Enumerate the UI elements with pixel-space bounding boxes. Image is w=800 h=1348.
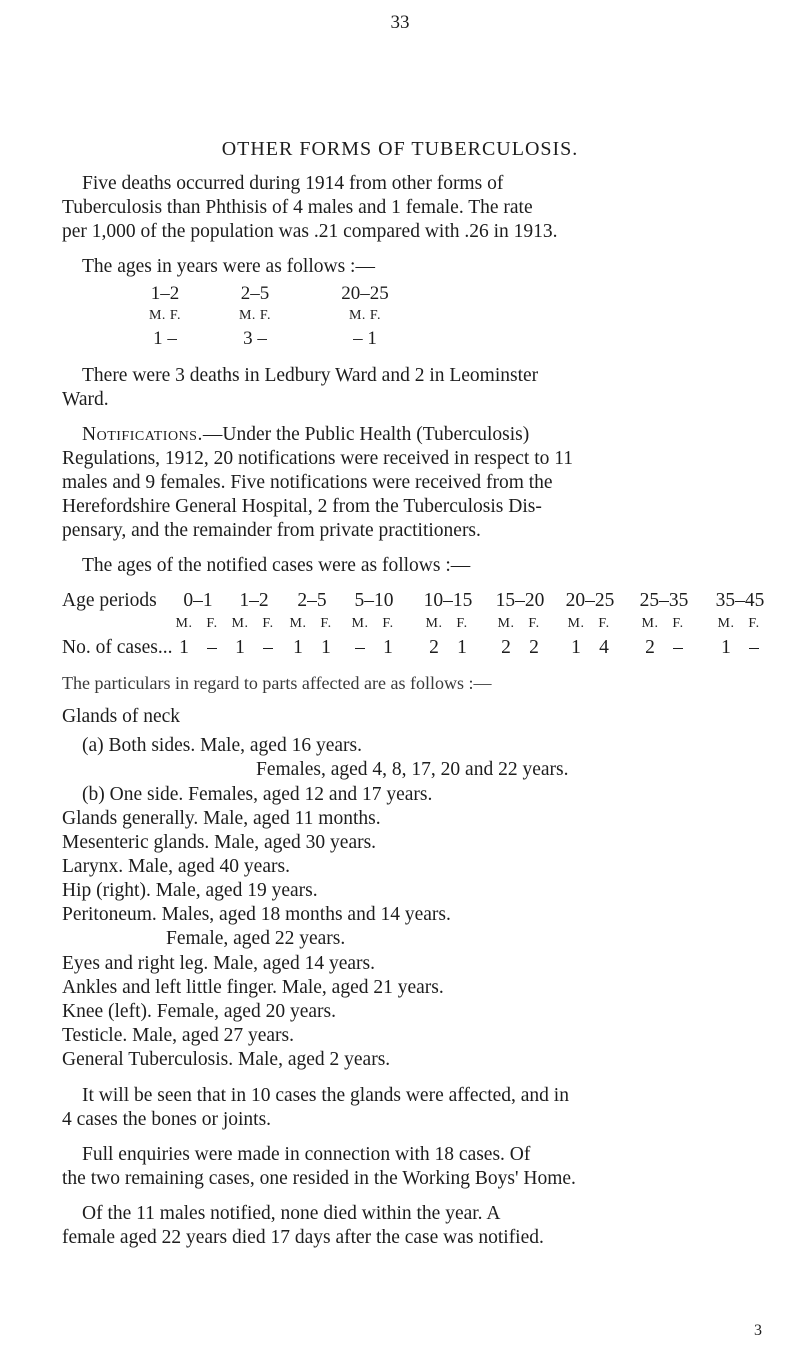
case-count-cell: 2: [529, 637, 539, 658]
sex-cell: F.: [206, 616, 218, 631]
notified-ages-intro: The ages of the notified cases were as follows :—: [82, 555, 471, 576]
sex-cell: F.: [262, 616, 274, 631]
sex-cell: F.: [528, 616, 540, 631]
notifications-line: pensary, and the remainder from private practitioners.: [62, 520, 481, 541]
case-count-cell: –: [207, 637, 217, 658]
case-count-cell: 1: [179, 637, 189, 658]
sex-header: M. F.: [348, 308, 382, 323]
list-item: (a) Both sides. Male, aged 16 years.: [82, 735, 362, 756]
notifications-lead: Notifications.: [82, 424, 203, 445]
list-item: Larynx. Male, aged 40 years.: [62, 856, 290, 877]
wards-line: There were 3 deaths in Ledbury Ward and 2 in Leominster: [82, 365, 539, 386]
age-period-cell: 20–25: [565, 590, 615, 611]
list-item: Ankles and left little finger. Male, aged 21 years.: [62, 977, 444, 998]
sex-cell: F.: [382, 616, 394, 631]
sex-cell: F.: [672, 616, 684, 631]
case-count-cell: 4: [599, 637, 609, 658]
ages-intro: The ages in years were as follows :—: [82, 256, 375, 277]
age-period-cell: 2–5: [297, 590, 327, 611]
sex-cell: F.: [748, 616, 760, 631]
list-item: Females, aged 4, 8, 17, 20 and 22 years.: [256, 759, 569, 780]
sex-cell: M.: [351, 616, 369, 631]
sex-cell: F.: [456, 616, 468, 631]
page-number: 33: [390, 12, 410, 33]
conclusion-line: female aged 22 years died 17 days after the case was notified.: [62, 1227, 544, 1248]
list-item: (b) One side. Females, aged 12 and 17 years.: [82, 784, 433, 805]
case-count-cell: 1: [321, 637, 331, 658]
case-count-cell: –: [749, 637, 759, 658]
death-count: – 1: [353, 328, 377, 349]
wards-line: Ward.: [62, 389, 109, 410]
list-item: Female, aged 22 years.: [166, 928, 346, 949]
notifications-text: —Under the Public Health (Tuberculosis): [202, 424, 530, 445]
list-item: Knee (left). Female, aged 20 years.: [62, 1001, 336, 1022]
sex-cell: M.: [497, 616, 515, 631]
case-count-cell: 2: [429, 637, 439, 658]
sex-cell: M.: [425, 616, 443, 631]
sex-cell: F.: [598, 616, 610, 631]
list-item: Peritoneum. Males, aged 18 months and 14 years.: [62, 904, 451, 925]
case-count-cell: –: [263, 637, 273, 658]
case-count-cell: 2: [501, 637, 511, 658]
conclusion-line: Full enquiries were made in connection with 18 cases. Of: [82, 1144, 531, 1165]
case-count-cell: 1: [383, 637, 393, 658]
age-group: 2–5: [240, 283, 270, 304]
death-count: 1 –: [153, 328, 177, 349]
notifications-line: [82, 424, 529, 446]
sex-cell: F.: [320, 616, 332, 631]
case-count-cell: –: [355, 637, 365, 658]
sex-cell: M.: [231, 616, 249, 631]
sex-cell: M.: [567, 616, 585, 631]
age-group: 1–2: [150, 283, 180, 304]
conclusion-line: It will be seen that in 10 cases the glands were affected, and in: [82, 1085, 569, 1106]
death-count: 3 –: [243, 328, 267, 349]
sex-cell: M.: [717, 616, 735, 631]
sex-cell: M.: [641, 616, 659, 631]
list-item: Glands generally. Male, aged 11 months.: [62, 808, 381, 829]
conclusion-line: Of the 11 males notified, none died within the year. A: [82, 1203, 501, 1224]
age-period-cell: 0–1: [183, 590, 213, 611]
intro-line: Five deaths occurred during 1914 from other forms of: [82, 173, 504, 194]
conclusion-line: 4 cases the bones or joints.: [62, 1109, 272, 1130]
case-count-cell: –: [673, 637, 683, 658]
list-item: Testicle. Male, aged 27 years.: [62, 1025, 295, 1046]
notifications-line: males and 9 females. Five notifications were received from the: [62, 472, 553, 493]
sex-header: M. F.: [148, 308, 182, 323]
age-group: 20–25: [341, 283, 389, 304]
conclusion-line: the two remaining cases, one resided in the Working Boys' Home.: [62, 1168, 576, 1189]
case-count-cell: 1: [235, 637, 245, 658]
age-period-cell: 1–2: [239, 590, 269, 611]
corner-number: 3: [754, 1322, 762, 1339]
age-period-cell: 35–45: [715, 590, 765, 611]
sex-cell: M.: [289, 616, 307, 631]
list-item: Mesenteric glands. Male, aged 30 years.: [62, 832, 377, 853]
case-count-cell: 2: [645, 637, 655, 658]
sex-header: M. F.: [238, 308, 272, 323]
case-count-cell: 1: [571, 637, 581, 658]
age-period-cell: 5–10: [354, 590, 394, 611]
age-period-cell: 25–35: [639, 590, 689, 611]
list-item: Glands of neck: [62, 706, 181, 727]
intro-line: per 1,000 of the population was .21 compared with .26 in 1913.: [62, 221, 558, 242]
age-periods-label: Age periods: [62, 590, 157, 611]
intro-line: Tuberculosis than Phthisis of 4 males and 1 female. The rate: [62, 197, 533, 218]
age-period-cell: 10–15: [423, 590, 473, 611]
list-item: Hip (right). Male, aged 19 years.: [62, 880, 318, 901]
section-heading: OTHER FORMS OF TUBERCULOSIS.: [221, 138, 579, 160]
list-item: General Tuberculosis. Male, aged 2 years.: [62, 1049, 391, 1070]
age-period-cell: 15–20: [495, 590, 545, 611]
case-count-cell: 1: [293, 637, 303, 658]
list-item: Eyes and right leg. Male, aged 14 years.: [62, 953, 375, 974]
case-count-cell: 1: [457, 637, 467, 658]
notifications-line: Regulations, 1912, 20 notifications were received in respect to 11: [62, 448, 574, 469]
cases-label: No. of cases...: [62, 637, 173, 658]
particulars-intro: The particulars in regard to parts affected are as follows :—: [62, 673, 492, 693]
case-count-cell: 1: [721, 637, 731, 658]
sex-cell: M.: [175, 616, 193, 631]
notifications-line: Herefordshire General Hospital, 2 from the Tuberculosis Dis-: [62, 496, 542, 517]
